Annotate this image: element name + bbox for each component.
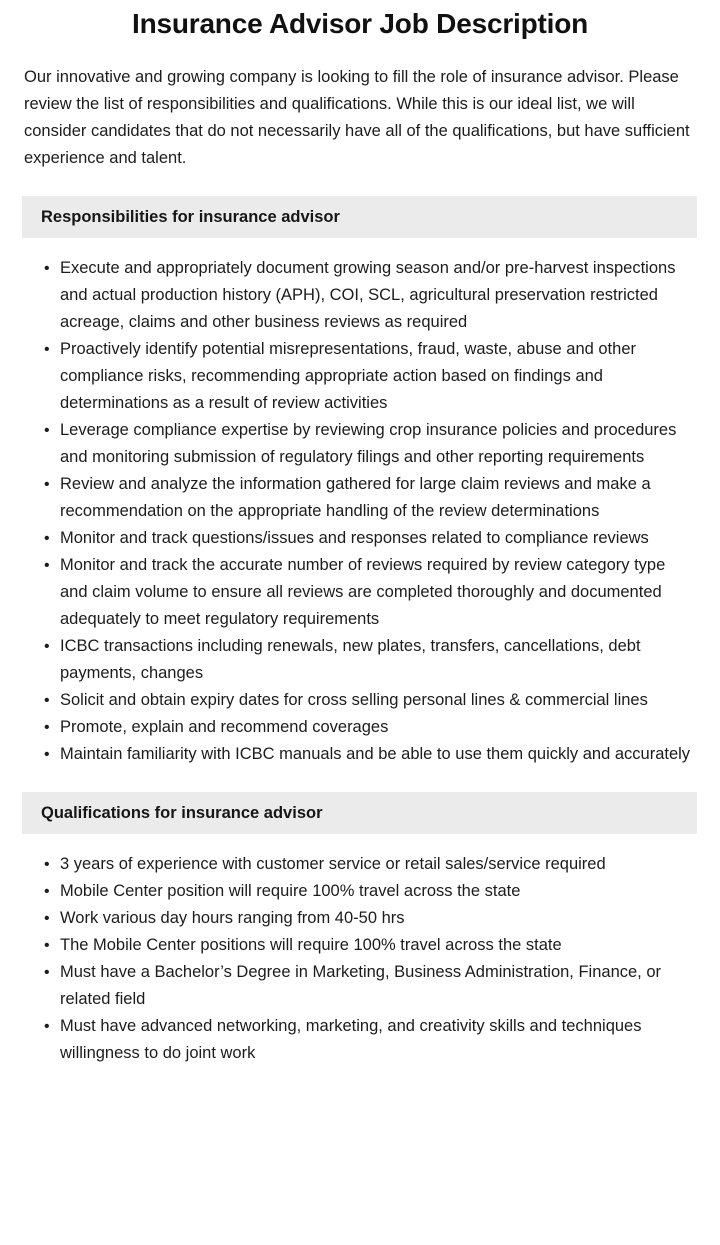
qualifications-list (0, 834, 720, 1067)
list-item: • Promote, explain and recommend coverages (44, 714, 697, 741)
responsibilities-list (0, 238, 720, 768)
section-header-label: Responsibilities for insurance advisor (41, 208, 340, 226)
list-item: • Solicit and obtain expiry dates for cross selling personal lines & commercial lines (44, 687, 697, 714)
list-item: • Monitor and track the accurate number of reviews required by review category type and claim volume to ensure all reviews are completed thoroughly and documented adequately to meet regulatory requirements (44, 552, 697, 633)
section-qualifications (0, 792, 720, 1067)
list-item: • Maintain familiarity with ICBC manuals and be able to use them quickly and accurately (44, 741, 697, 768)
list-item: • 3 years of experience with customer service or retail sales/service required (44, 851, 697, 878)
list-item: • Must have advanced networking, marketing, and creativity skills and techniques willingness to do joint work (44, 1013, 697, 1067)
intro-paragraph: Our innovative and growing company is looking to fill the role of insurance advisor. Please review the list of responsibilities and qualifications. While this is our ideal list, we will consider candidates that do not necessarily have all of the qualifications, but have sufficient experience and talent. (24, 68, 690, 167)
list-item: • The Mobile Center positions will require 100% travel across the state (44, 932, 697, 959)
section-header-qualifications (22, 792, 697, 834)
list-item: • Proactively identify potential misrepresentations, fraud, waste, abuse and other compliance risks, recommending appropriate action based on findings and determinations as a result of review activities (44, 336, 697, 417)
list-item: • Monitor and track questions/issues and responses related to compliance reviews (44, 525, 697, 552)
section-responsibilities (0, 196, 720, 768)
list-item: • Leverage compliance expertise by reviewing crop insurance policies and procedures and monitoring submission of regulatory filings and other reporting requirements (44, 417, 697, 471)
list-item: • ICBC transactions including renewals, new plates, transfers, cancellations, debt payments, changes (44, 633, 697, 687)
list-item: • Work various day hours ranging from 40-50 hrs (44, 905, 697, 932)
list-item: • Review and analyze the information gathered for large claim reviews and make a recommendation on the appropriate handling of the review determinations (44, 471, 697, 525)
list-item: • Must have a Bachelor’s Degree in Marketing, Business Administration, Finance, or related field (44, 959, 697, 1013)
list-item: • Mobile Center position will require 100% travel across the state (44, 878, 697, 905)
list-item: • Execute and appropriately document growing season and/or pre-harvest inspections and actual production history (APH), COI, SCL, agricultural preservation restricted acreage, claims and other business reviews as required (44, 255, 697, 336)
page-title: Insurance Advisor Job Description (131, 8, 589, 39)
section-header-label: Qualifications for insurance advisor (41, 804, 323, 822)
section-header-responsibilities (22, 196, 697, 238)
